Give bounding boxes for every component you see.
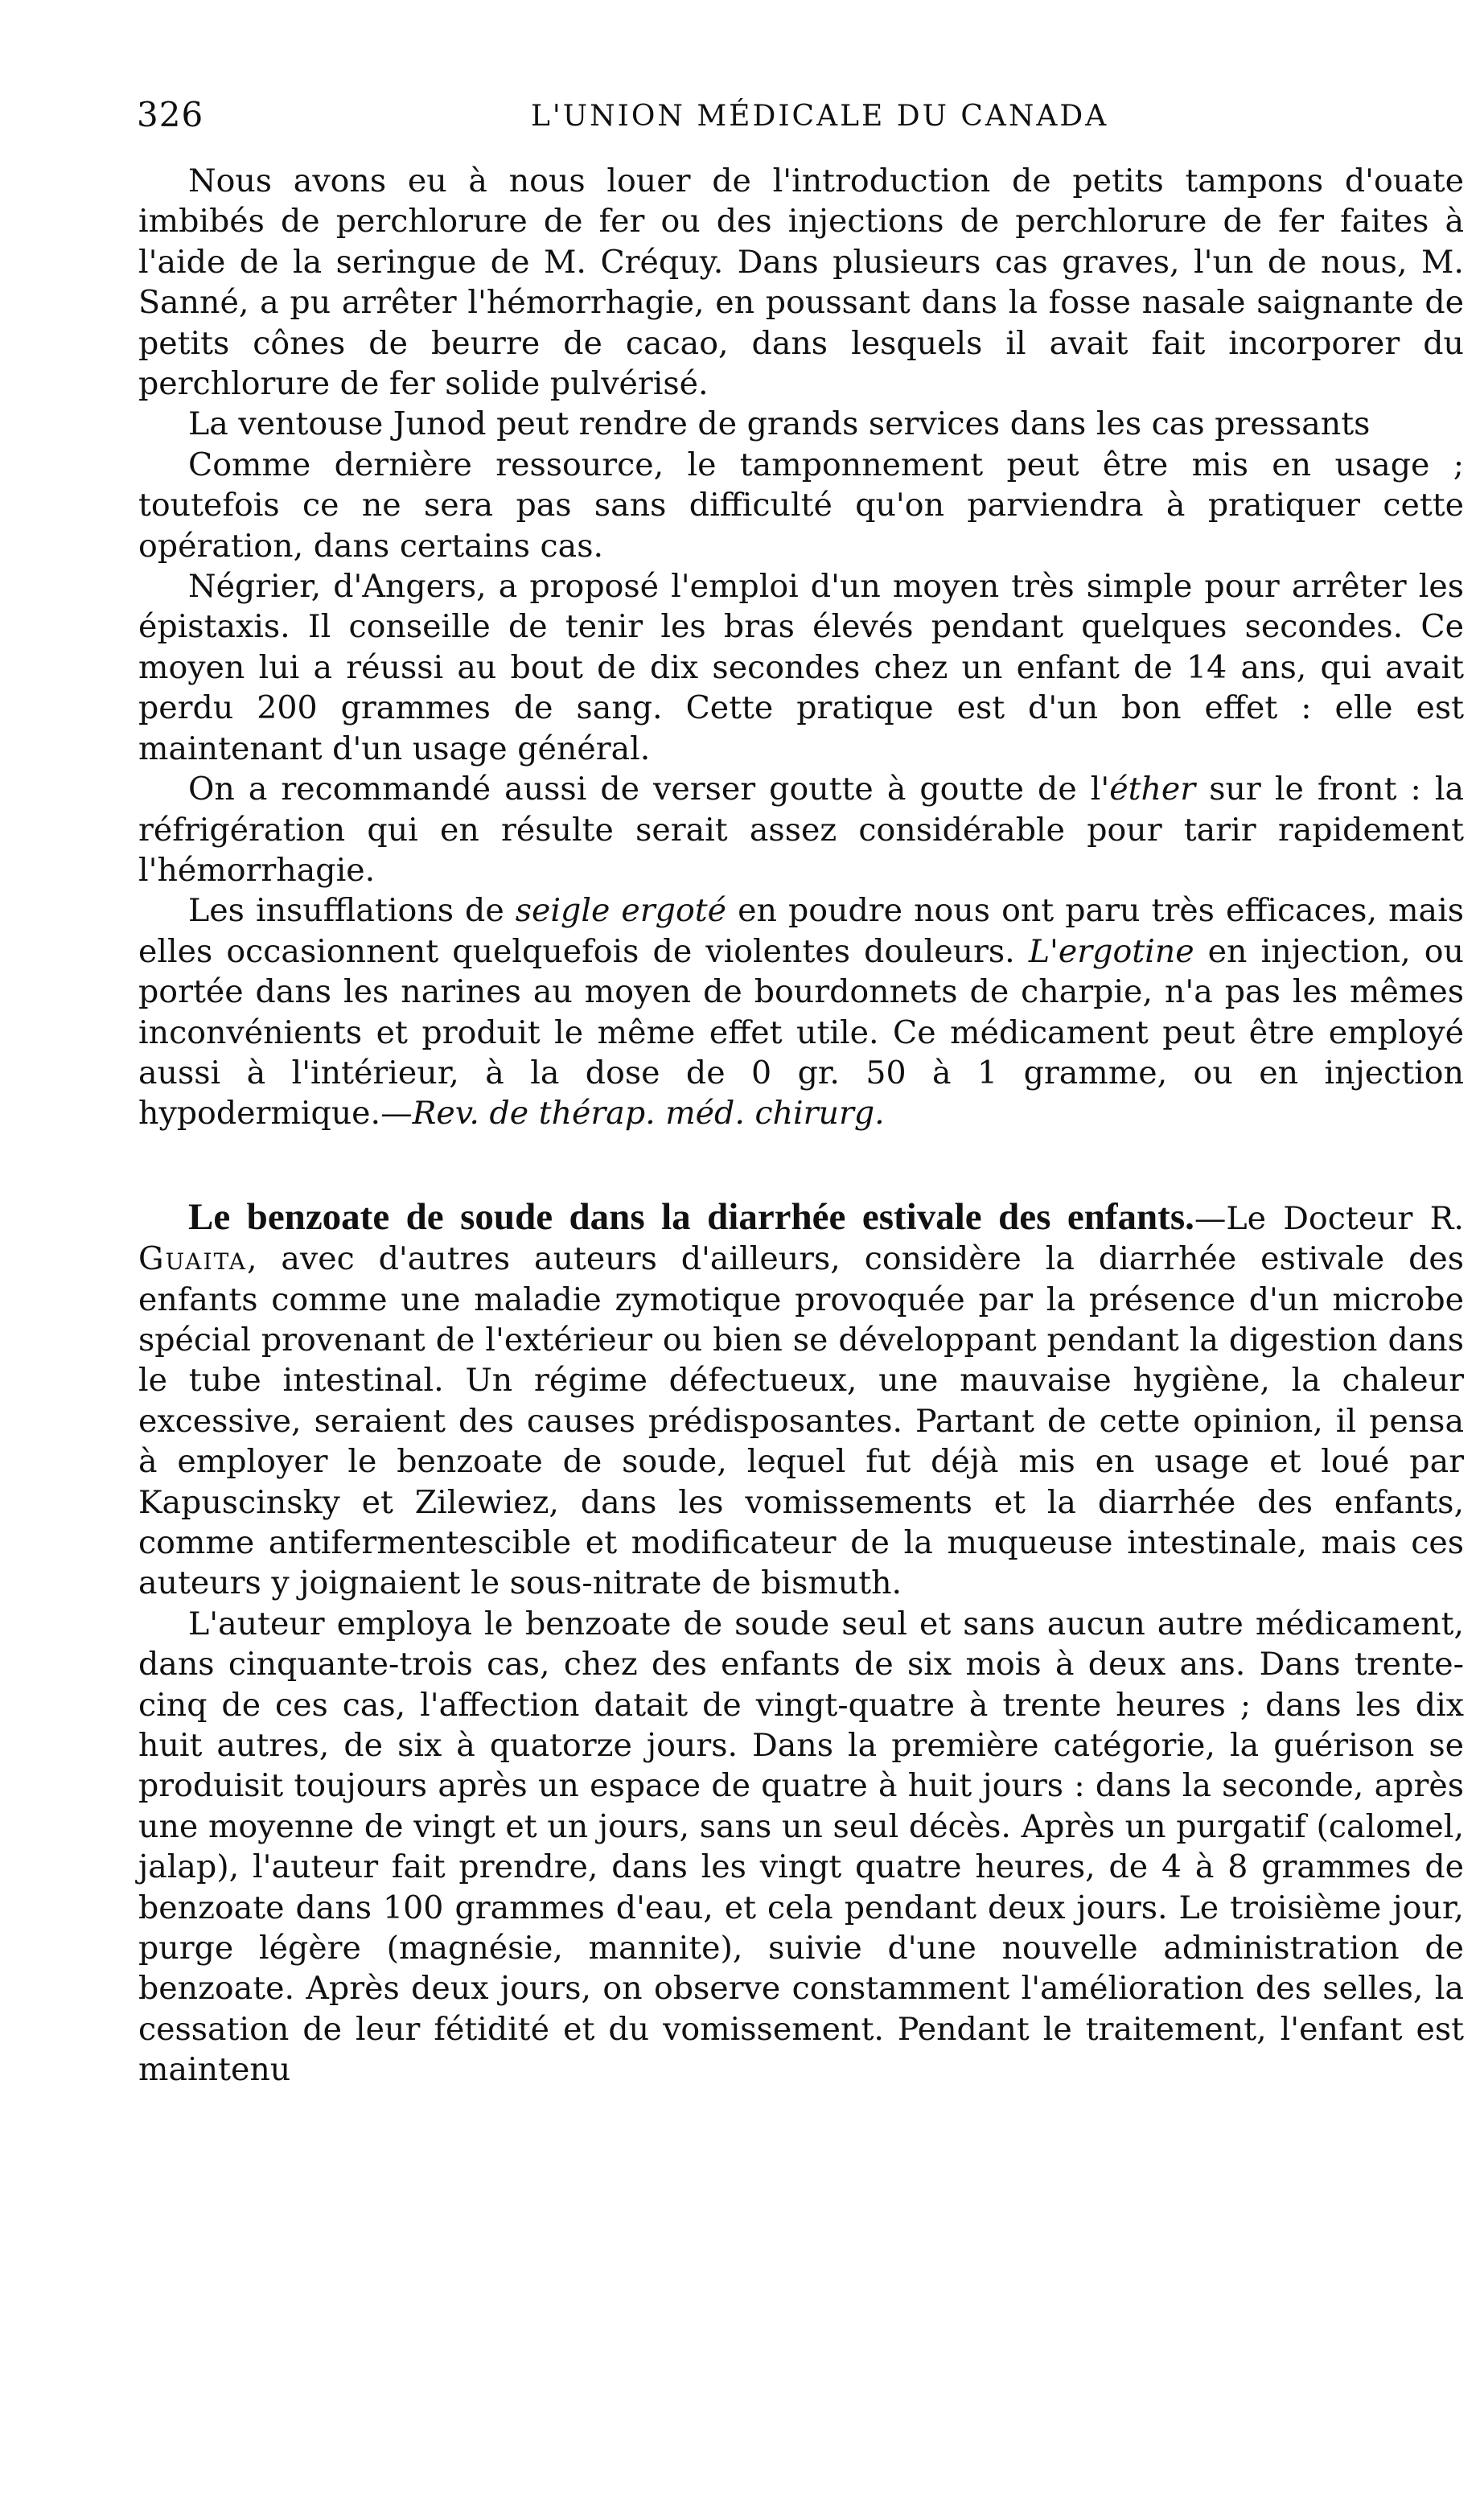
paragraph: Comme dernière ressource, le tamponnement peut être mis en usage ; toutefois ce ne sera pas sans difficulté qu'on parviendra à pratiquer cette opération, dans certains cas.: [138, 446, 1464, 565]
page-header: [137, 95, 1456, 151]
paragraph: [138, 769, 1464, 890]
page-number: 326: [137, 95, 204, 134]
paragraph: L'auteur employa le benzoate de soude seul et sans aucun autre médicament, dans cinquante-trois cas, chez des enfants de six mois à deux ans. Dans trente-cinq de ces cas, l'affection datait de vingt-quatre à trente heures ; dans les dix huit autres, de six à quatorze jours. Dans la première catégorie, la guérison se produisit toujours après un espace de quatre à huit jours : dans la seconde, après une moyenne de vingt et un jours, sans un seul décès. Après un purgatif (calomel, jalap), l'auteur fait prendre, dans les vingt quatre heures, de 4 à 8 grammes de benzoate dans 100 grammes d'eau, et cela pendant deux jours. Le troisième jour, purge légère (magnésie, mannite), suivie d'une nouvelle administration de benzoate. Après deux jours, on observe constamment l'amélioration des selles, la cessation de leur fétidité et du vomissement. Pendant le traitement, l'enfant est maintenu: [138, 1605, 1464, 2089]
section-title: Le benzoate de soude dans la diarrhée estivale des enfants.: [188, 1195, 1194, 1238]
paragraph: [138, 890, 1464, 1133]
section-spacer: [138, 1134, 1464, 1197]
italic-term: seigle ergoté: [515, 892, 726, 930]
text-run: —Le Docteur R.: [1194, 1199, 1464, 1237]
text-run: en injection, ou portée dans les narines au moyen de bourdonnets de charpie, n'a pas les mêmes inconvénients et produit le même effet utile. Ce médicament peut être employé aussi à l'intérieur, à la dose de 0 gr. 50 à 1 gramme, ou en injection hypodermique.—: [138, 932, 1464, 1133]
paragraph: La ventouse Junod peut rendre de grands services dans les cas pressants: [188, 405, 1371, 443]
paragraph: Négrier, d'Angers, a proposé l'emploi d'un moyen très simple pour arrêter les épistaxis. Il conseille de tenir les bras élevés pendant quelques secondes. Ce moyen lui a réussi au bout de dix secondes chez un enfant de 14 ans, qui avait perdu 200 grammes de sang. Cette pratique est d'un bon effet : elle est maintenant d'un usage général.: [138, 568, 1464, 767]
text-run: sur le front : la réfrigération qui en résulte serait assez considérable pour tarir rapidement l'hémorrhagie.: [138, 771, 1464, 889]
author-name: Guaita: [138, 1240, 247, 1278]
paragraph: [138, 1197, 1464, 1604]
running-head: L'UNION MÉDICALE DU CANADA: [531, 100, 1109, 133]
page-body: [138, 161, 1464, 2090]
text-run: en poudre nous ont paru très efficaces, mais elles occasionnent quelquefois de violentes douleurs.: [138, 892, 1464, 970]
text-run: Les insufflations de: [188, 892, 516, 930]
source-reference: Rev. de thérap. méd. chirurg.: [412, 1095, 885, 1133]
italic-term: éther: [1109, 771, 1196, 808]
paragraph: Nous avons eu à nous louer de l'introduction de petits tampons d'ouate imbibés de perchlorure de fer ou des injections de perchlorure de fer faites à l'aide de la seringue de M. Créquy. Dans plusieurs cas graves, l'un de nous, M. Sanné, a pu arrêter l'hémorrhagie, en poussant dans la fosse nasale saignante de petits cônes de beurre de cacao, dans lesquels il avait fait incorporer du perchlorure de fer solide pulvérisé.: [138, 162, 1464, 403]
italic-term: L'ergotine: [1028, 932, 1194, 970]
text-run: On a recommandé aussi de verser goutte à goutte de l': [188, 771, 1110, 808]
text-run: , avec d'autres auteurs d'ailleurs, considère la diarrhée estivale des enfants comme une maladie zymotique provoquée par la présence d'un microbe spécial provenant de l'extérieur ou bien se développant pendant la digestion dans le tube intestinal. Un régime défectueux, une mauvaise hygiène, la chaleur excessive, seraient des causes prédisposantes. Partant de cette opinion, il pensa à employer le benzoate de soude, lequel fut déjà mis en usage et loué par Kapuscinsky et Zilewiez, dans les vomissements et la diarrhée des enfants, comme antifermentescible et modificateur de la muqueuse intestinale, mais ces auteurs y joignaient le sous-nitrate de bismuth.: [138, 1240, 1464, 1602]
